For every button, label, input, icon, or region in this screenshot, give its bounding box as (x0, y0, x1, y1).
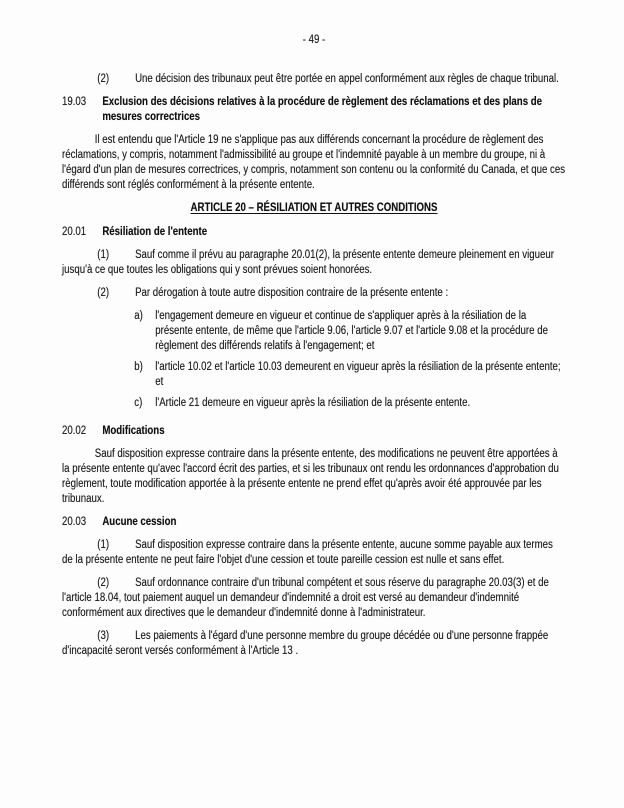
list-marker: b) (134, 361, 143, 373)
page-number: - 49 - (302, 34, 326, 46)
paragraph-number: (1) (97, 249, 110, 261)
section-heading-20-03 (62, 515, 566, 530)
paragraph-number: (3) (97, 630, 110, 642)
paragraph-text: Sauf disposition expresse contraire dans la présente entente, aucune somme payable aux termes de la présente entente ne peut faire l'objet d'une cession et toute pareille cession est nulle et sans effet. (62, 539, 553, 566)
article-20-title-text: ARTICLE 20 – RÉSILIATION ET AUTRES CONDITIONS (190, 202, 438, 214)
section-title: Modifications (102, 425, 165, 437)
paragraph-text: Par dérogation à toute autre disposition contraire de la présente entente : (135, 287, 449, 299)
paragraph-20-01-1 (62, 248, 566, 278)
article-20-title (62, 201, 566, 216)
paragraph-20-02-body: Sauf disposition expresse contraire dans la présente entente, des modifications ne peuvent être apportées à la présente entente qu'avec l'accord écrit des parties, et si les tribunaux ont rendu les ordonnances d'approbation du règlement, toute modification apportée à la présente entente ne prend effet qu'après avoir été approuvée par les tribunaux. (62, 448, 559, 505)
section-title: Exclusion des décisions relatives à la procédure de règlement des réclamations et des plans de mesures correctrices (102, 96, 543, 123)
paragraph-text: Sauf ordonnance contraire d'un tribunal compétent et sous réserve du paragraphe 20.03(3) et de l'article 18.04, tout paiement auquel un demandeur d'indemnité a droit est versé au demandeur d'indemnité conformément aux directives que le demandeur d'indemnité donne à l'administrateur. (62, 577, 549, 619)
list-item-c (134, 396, 566, 411)
paragraph-19-03-body: Il est entendu que l'Article 19 ne s'applique pas aux différends concernant la procédure de règlement des réclamations, y compris, notamment l'admissibilité au groupe et l'indemnité payable à un membre du groupe, ni à l'égard d'un plan de mesures correctrices, y compris, notamment son contenu ou la conformité du Canada, et que ces différends sont réglés conformément à la présente entente. (62, 134, 566, 191)
list-marker: a) (134, 310, 143, 322)
paragraph-text: Les paiements à l'égard d'une personne membre du groupe décédée ou d'une personne frappée d'incapacité seront versés conformément à l'Article 13 . (62, 630, 549, 657)
paragraph-20-03-1 (62, 538, 566, 568)
paragraph-19-2 (62, 72, 566, 87)
list-item-text: l'engagement demeure en vigueur et continue de s'appliquer après à la résiliation de la présente entente, de même que l'article 9.06, l'article 9.07 et l'article 9.08 et la procédure de règlement des différends relatifs à l'engagement; et (155, 310, 548, 352)
section-number: 19.03 (62, 96, 87, 108)
paragraph-number: (2) (97, 287, 110, 299)
paragraph-text: Une décision des tribunaux peut être portée en appel conformément aux règles de chaque tribunal. (135, 73, 559, 85)
paragraph-number: (2) (97, 73, 110, 85)
section-title: Aucune cession (102, 516, 177, 528)
section-title: Résiliation de l'entente (102, 226, 208, 238)
paragraph-number: (2) (97, 577, 110, 589)
list-marker: c) (134, 397, 143, 409)
section-heading-19-03 (62, 95, 566, 125)
paragraph-number: (1) (97, 539, 110, 551)
paragraph-20-03-3 (62, 629, 566, 659)
list-item-text: l'article 10.02 et l'article 10.03 demeurent en vigueur après la résiliation de la présente entente; et (155, 361, 561, 388)
list-item-text: l'Article 21 demeure en vigueur après la résiliation de la présente entente. (155, 397, 471, 409)
list-item-b (134, 360, 566, 390)
section-number: 20.02 (62, 425, 87, 437)
section-number: 20.03 (62, 516, 87, 528)
text-column (62, 33, 566, 667)
section-heading-20-02 (62, 424, 566, 439)
paragraph-20-03-2 (62, 576, 566, 621)
paragraph-20-01-2 (62, 286, 566, 301)
section-number: 20.01 (62, 226, 87, 238)
paragraph-text: Sauf comme il prévu au paragraphe 20.01(2), la présente entente demeure pleinement en vigueur jusqu'à ce que toutes les obligations qui y sont prévues soient honorées. (62, 249, 554, 276)
list-item-a (134, 309, 566, 354)
section-heading-20-01 (62, 225, 566, 240)
